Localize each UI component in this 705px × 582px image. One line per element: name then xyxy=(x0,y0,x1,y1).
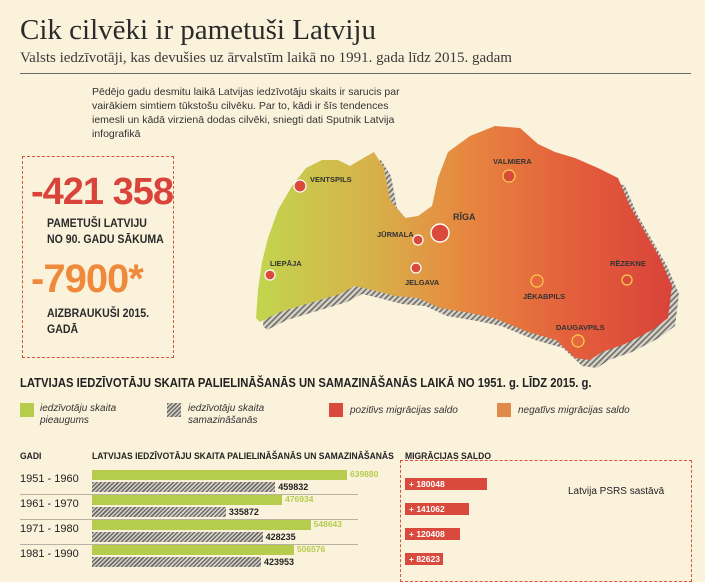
decline-value: 423953 xyxy=(263,557,294,567)
year-label: 1951 - 1960 xyxy=(20,473,79,485)
decline-value: 428235 xyxy=(265,532,296,542)
growth-value: 548643 xyxy=(313,519,343,529)
bars-header: LATVIJAS IEDZĪVOTĀJU SKAITA PALIELINĀŠANĀS UN SAMAZINĀŠANĀS xyxy=(92,451,394,462)
legend-positive-migration: pozitīvs migrācijas saldo xyxy=(350,405,458,416)
stat-left-90s-label-1: PAMETUŠI LATVIJU xyxy=(47,216,147,230)
growth-value: 506576 xyxy=(296,544,326,554)
growth-value: 639880 xyxy=(350,469,379,479)
year-label: 1981 - 1990 xyxy=(20,548,79,560)
migration-bar: + 141062 xyxy=(405,503,469,515)
city-label-riga: RĪGA xyxy=(453,212,476,222)
growth-bar xyxy=(92,495,282,505)
decline-value: 335872 xyxy=(228,507,259,517)
stat-2015-value: -7900* xyxy=(31,257,143,301)
growth-bar xyxy=(92,520,311,530)
page-subtitle: Valsts iedzīvotāji, kas devušies uz ārvalstīm laikā no 1991. gada līdz 2015. gadam xyxy=(20,50,512,66)
legend-swatch-decline xyxy=(167,403,181,417)
decline-bar xyxy=(92,532,263,542)
map-shape xyxy=(256,126,672,360)
decline-bar xyxy=(92,482,275,492)
city-label-daugavpils: DAUGAVPILS xyxy=(556,323,605,332)
legend-decline xyxy=(188,403,264,427)
year-label: 1971 - 1980 xyxy=(20,523,79,535)
legend-swatch-positive-migration xyxy=(329,403,343,417)
years-header: GADI xyxy=(20,451,42,462)
legend-decline-line2: samazināšanās xyxy=(188,415,258,426)
city-label-ventspils: VENTSPILS xyxy=(310,175,352,184)
growth-value: 476934 xyxy=(285,494,314,504)
legend-negative-migration: negatīvs migrācijas saldo xyxy=(518,405,630,416)
stat-left-90s-label-2: NO 90. GADU SĀKUMA xyxy=(47,232,164,246)
year-label: 1961 - 1970 xyxy=(20,498,79,510)
decline-bar xyxy=(92,557,261,567)
stat-left-90s-value: -421 358 xyxy=(31,171,174,213)
legend-swatch-negative-migration xyxy=(497,403,511,417)
legend-growth-line1: iedzīvotāju skaita xyxy=(40,403,117,414)
decline-value: 459832 xyxy=(278,482,309,492)
migration-note: Latvija PSRS sastāvā xyxy=(568,486,665,497)
stats-box xyxy=(22,156,174,358)
section-heading: LATVIJAS IEDZĪVOTĀJU SKAITA PALIELINĀŠANĀS UN SAMAZINĀŠANĀS LAIKĀ NO 1951. g. LĪDZ 2015. g. xyxy=(20,376,592,390)
decline-bar xyxy=(92,507,226,517)
city-label-jurmala: JŪRMALA xyxy=(377,230,414,239)
migration-header: MIGRĀCIJAS SALDO xyxy=(405,451,491,462)
city-label-valmiera: VALMIERA xyxy=(493,157,532,166)
stat-2015-label-1: AIZBRAUKUŠI 2015. xyxy=(47,306,150,320)
legend-growth xyxy=(40,403,116,427)
legend-growth-line2: pieaugums xyxy=(40,415,89,426)
city-label-rezekne: RĒZEKNE xyxy=(610,259,646,268)
growth-bar xyxy=(92,545,294,555)
city-label-jelgava: JELGAVA xyxy=(405,278,440,287)
migration-bar: + 82623 xyxy=(405,553,443,565)
legend-decline-line1: iedzīvotāju skaita xyxy=(188,403,265,414)
stat-2015-label-2: GADĀ xyxy=(47,322,79,336)
migration-bar: + 120408 xyxy=(405,528,460,540)
city-label-liepaja: LIEPĀJA xyxy=(270,259,302,268)
migration-bar: + 180048 xyxy=(405,478,487,490)
growth-bar xyxy=(92,470,347,480)
page-title: Cik cilvēki ir pametuši Latviju xyxy=(20,14,376,46)
city-label-jekabpils: JĒKABPILS xyxy=(523,292,566,301)
legend-swatch-growth xyxy=(20,403,34,417)
intro-text: Pēdējo gadu desmitu laikā Latvijas iedzīvotāju skaits ir sarucis par vairākiem simtiem tūkstošu cilvēku. Par to, kādi ir šīs tendences iemesli un kādā virzienā dodas cilvēki, sniegti dati Sputnik Latvija infografikā xyxy=(92,86,400,140)
